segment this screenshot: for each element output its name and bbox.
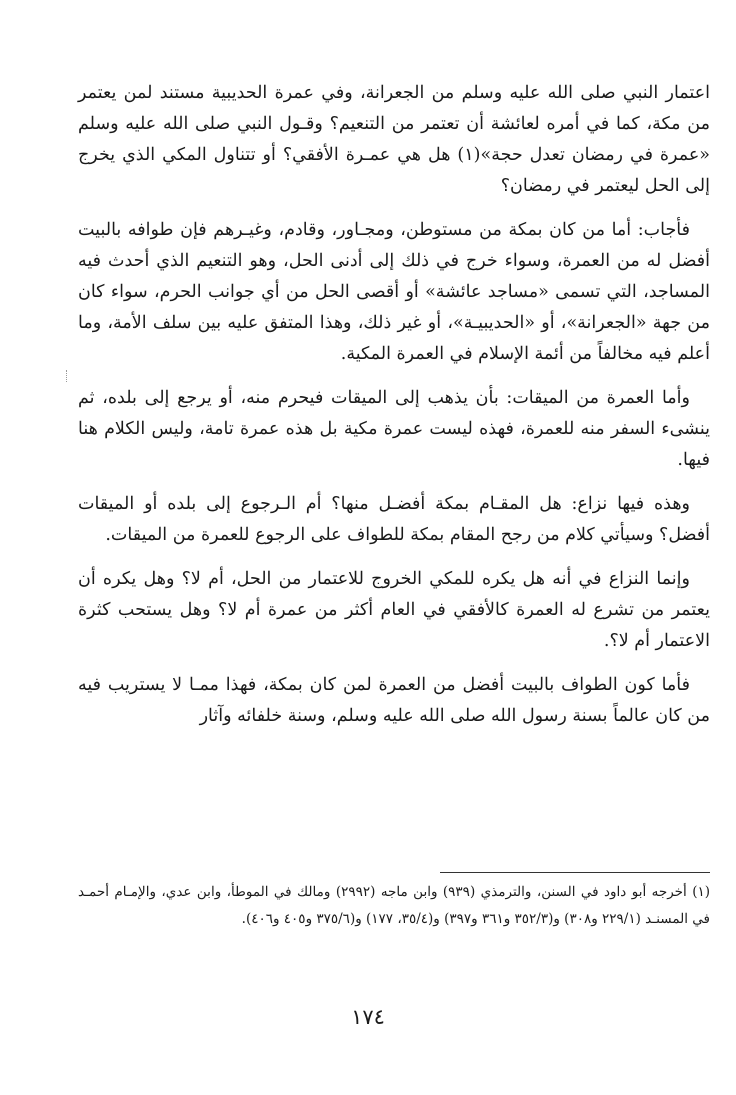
footnote-separator	[440, 872, 710, 873]
footnote	[78, 879, 710, 933]
paragraph-3: وأما العمرة من الميقات: بأن يذهب إلى الميقات فيحرم منه، أو يرجع إلى بلده، ثم ينشىء السفر منه للعمرة، فهذه ليست عمرة مكية بل هذه عمرة تامة، وليس الكلام هنا فيها.	[78, 388, 710, 470]
page-number: ١٧٤	[351, 1005, 385, 1029]
paragraph-4: وهذه فيها نزاع: هل المقـام بمكة أفضـل منها؟ أم الـرجوع إلى بلده أو الميقات أفضل؟ وسيأتي كلام من رجح المقام بمكة للطواف على الرجوع للعمرة من الميقات.	[78, 494, 710, 545]
footnote-text: (١) أخرجه أبو داود في السنن، والترمذي (٩٣٩) وابن ماجه (٢٩٩٢) ومالك في الموطأ، وابن عدي، والإمـام أحمـد في المسنـد (٢٢٩/١ و٣٠٨) و(٣٥٢/٣ و٣٦١ و٣٩٧) و(٣٥/٤، ١٧٧) و(٣٧٥/٦ و٤٠٥ و٤٠٦).	[78, 884, 711, 927]
paragraph-6: فأما كون الطواف بالبيت أفضل من العمرة لمن كان بمكة، فهذا ممـا لا يستريب فيه من كان عالماً بسنة رسول الله صلى الله عليه وسلم، وسنة خلفائه وآثار	[78, 675, 710, 726]
margin-mark	[66, 370, 69, 382]
paragraph-2: فأجاب: أما من كان بمكة من مستوطن، ومجـاور، وقادم، وغيـرهم فإن طوافه بالبيت أفضل له من العمرة، وسواء خرج في ذلك إلى أدنى الحل، وهو التنعيم الذي أحدث فيه المساجد، التي تسمى «مساجد عائشة» أو أقصى الحل من أي جوانب الحرم، سواء كان من جهة «الجعرانة»، أو «الحديبيـة»، أو غير ذلك، وهذا المتفق عليه بين سلف الأمة، وما أعلم فيه مخالفاً من أئمة الإسلام في العمرة المكية.	[78, 220, 710, 364]
paragraph-1: اعتمار النبي صلى الله عليه وسلم من الجعرانة، وفي عمرة الحديبية مستند لمن يعتمر من مكة، كما في أمره لعائشة أن تعتمر من التنعيم؟ وقـول النبي صلى الله عليه وسلم «عمرة في رمضان تعدل حجة»(١) هل هي عمـرة الأفقي؟ أو تتناول المكي الذي يخرج إلى الحل ليعتمر في رمضان؟	[78, 83, 710, 196]
main-text	[78, 78, 710, 745]
paragraph-5: وإنما النزاع في أنه هل يكره للمكي الخروج للاعتمار من الحل، أم لا؟ وهل يكره أن يعتمر من تشرع له العمرة كالأفقي في العام أكثر من عمرة أم لا؟ وهل يستحب كثرة الاعتمار أم لا؟.	[78, 569, 710, 651]
